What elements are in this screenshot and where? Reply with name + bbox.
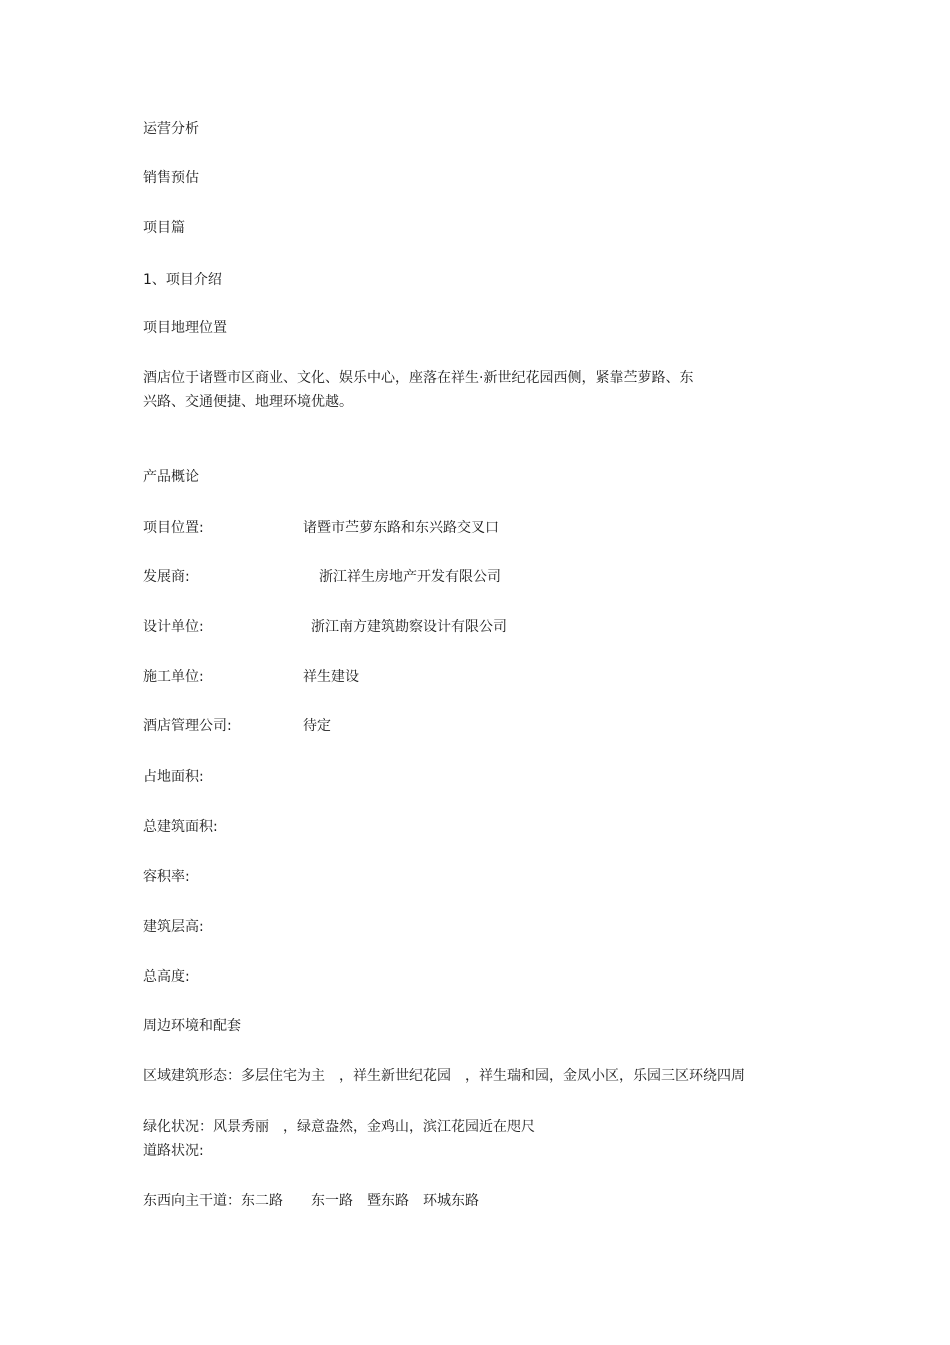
label-land-area: 占地面积: (143, 769, 204, 785)
value-designer: 浙江南方建筑勘察设计有限公司 (311, 619, 507, 635)
heading-surroundings: 周边环境和配套 (143, 1018, 241, 1034)
heading-product-overview: 产品概论 (143, 469, 199, 485)
region-building-form-line: 区域建筑形态：多层住宅为主 ，祥生新世纪花园 ，祥生瑞和园，金凤小区，乐园三区环绕四周 (143, 1068, 745, 1084)
section-title-project: 项目篇 (143, 220, 185, 236)
section-title-sales: 销售预估 (143, 170, 199, 186)
label-total-height: 总高度: (143, 969, 190, 985)
heading-project-intro: 1、项目介绍 (143, 272, 222, 288)
location-paragraph-line-2: 兴路、交通便捷、地理环境优越。 (143, 394, 353, 410)
label-builder: 施工单位: (143, 669, 204, 685)
east-west-roads-line: 东西向主干道：东二路 东一路 暨东路 环城东路 (143, 1193, 479, 1209)
value-hotel-management: 待定 (303, 718, 331, 734)
road-status-line: 道路状况: (143, 1143, 204, 1159)
label-hotel-management: 酒店管理公司: (143, 718, 232, 734)
heading-geographic-location: 项目地理位置 (143, 320, 227, 336)
label-plot-ratio: 容积率: (143, 869, 190, 885)
label-total-building-area: 总建筑面积: (143, 819, 218, 835)
label-floor-height: 建筑层高: (143, 919, 204, 935)
value-developer: 浙江祥生房地产开发有限公司 (319, 569, 501, 585)
location-paragraph-line-1: 酒店位于诸暨市区商业、文化、娱乐中心，座落在祥生·新世纪花园西侧，紧靠苎萝路、东 (143, 370, 694, 386)
section-title-operations: 运营分析 (143, 121, 199, 137)
label-developer: 发展商: (143, 569, 190, 585)
greenery-status-line: 绿化状况：风景秀丽 ，绿意盎然，金鸡山，滨江花园近在咫尺 (143, 1119, 535, 1135)
label-project-position: 项目位置: (143, 520, 204, 536)
label-designer: 设计单位: (143, 619, 204, 635)
value-builder: 祥生建设 (303, 669, 359, 685)
value-project-position: 诸暨市苎萝东路和东兴路交叉口 (303, 520, 499, 536)
row-project-position (143, 516, 204, 540)
